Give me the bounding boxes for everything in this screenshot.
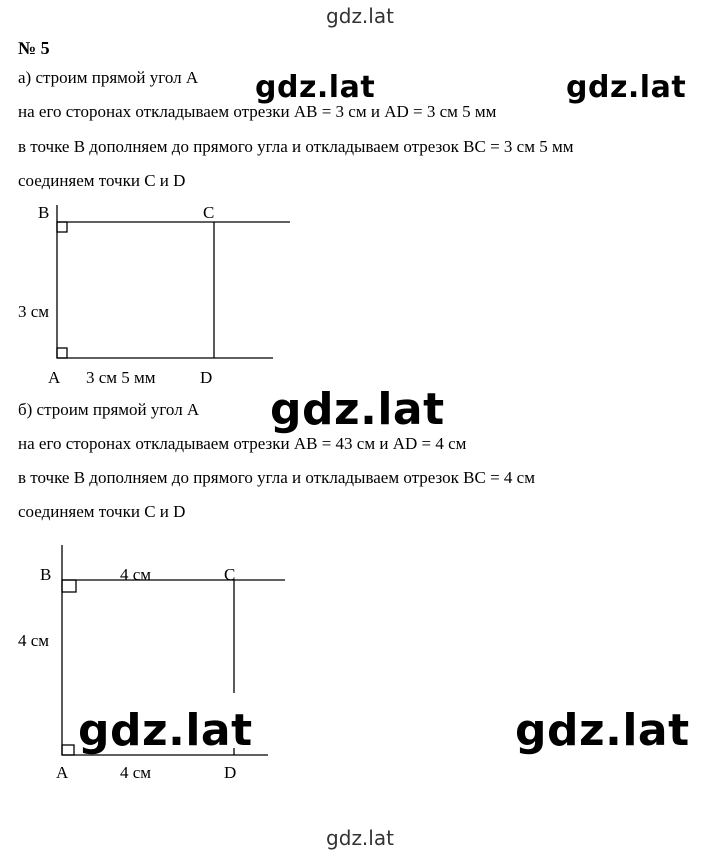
- figure-a-label-a: A: [48, 368, 61, 387]
- part-a-line-1: а) строим прямой угол A: [18, 68, 199, 87]
- figure-a-label-ad: 3 см 5 мм: [86, 368, 156, 387]
- figure-b-right-angle-a: [62, 745, 74, 755]
- watermark: gdz.lat: [255, 70, 376, 105]
- site-label-top: gdz.lat: [326, 4, 394, 28]
- watermark: gdz.lat: [78, 705, 253, 756]
- figure-a-label-ab: 3 см: [18, 302, 50, 321]
- figure-a-label-b: B: [38, 203, 50, 222]
- figure-b-label-b: B: [40, 565, 52, 584]
- part-b-line-4: соединяем точки C и D: [18, 502, 186, 521]
- figure-a-right-angle-b: [57, 222, 67, 232]
- site-label-bottom: gdz.lat: [326, 826, 394, 850]
- part-a-line-2: на его сторонах откладываем отрезки AB = 3 см и AD = 3 см 5 мм: [18, 102, 497, 121]
- watermark: gdz.lat: [515, 705, 690, 756]
- figure-b-right-angle-b: [62, 580, 76, 592]
- part-b-line-1: б) строим прямой угол A: [18, 400, 200, 419]
- part-b-line-2: на его сторонах откладываем отрезки AB = 43 см и AD = 4 см: [18, 434, 467, 453]
- part-a-line-3: в точке B дополняем до прямого угла и откладываем отрезок BC = 3 см 5 мм: [18, 137, 574, 156]
- figure-b-label-c: C: [224, 565, 236, 584]
- figure-a-label-d: D: [200, 368, 213, 387]
- task-number: № 5: [18, 38, 50, 58]
- figure-b-label-bc: 4 см: [120, 565, 152, 584]
- figure-a: [57, 205, 290, 358]
- figure-a-right-angle-a: [57, 348, 67, 358]
- figure-b-label-ad: 4 см: [120, 763, 152, 782]
- figure-a-label-c: C: [203, 203, 215, 222]
- part-b-line-3: в точке B дополняем до прямого угла и откладываем отрезок BC = 4 см: [18, 468, 535, 487]
- figure-b-label-d: D: [224, 763, 237, 782]
- figure-b-label-a: A: [56, 763, 69, 782]
- figure-b-label-ab: 4 см: [18, 631, 50, 650]
- watermark: gdz.lat: [270, 384, 445, 435]
- part-a-line-4: соединяем точки C и D: [18, 171, 186, 190]
- watermark: gdz.lat: [566, 70, 687, 105]
